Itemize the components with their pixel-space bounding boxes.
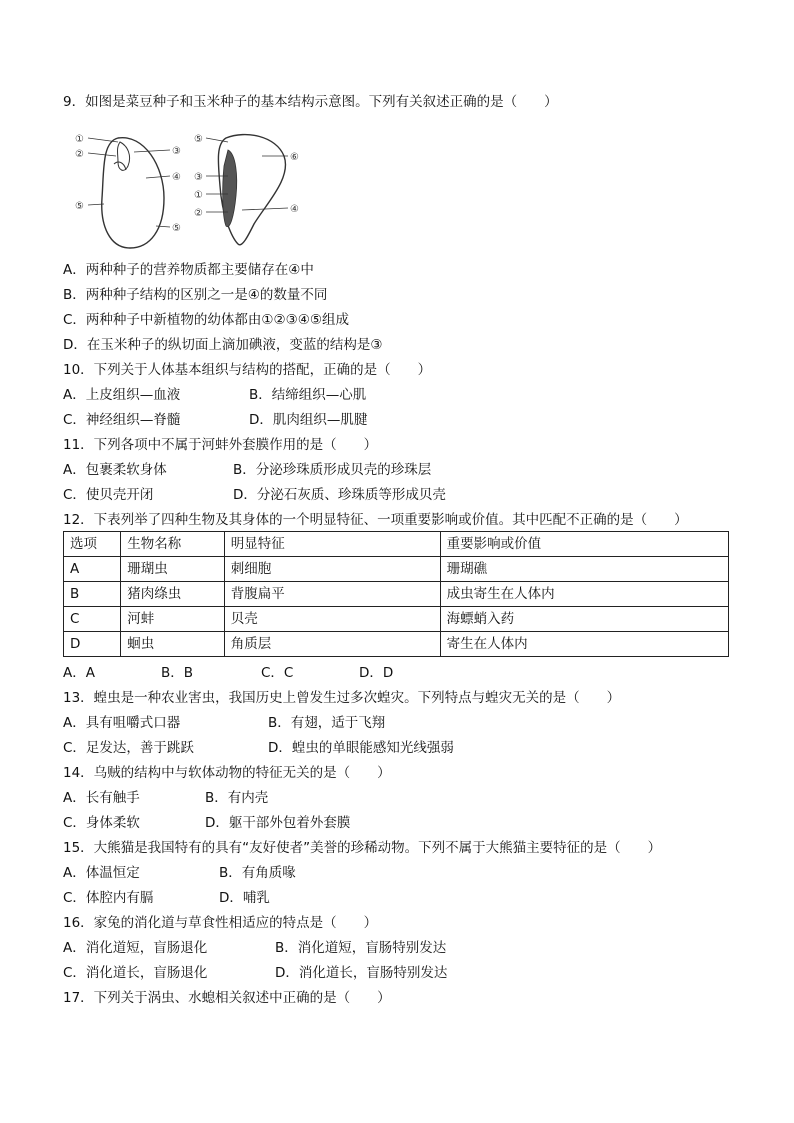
question-11-option-c: C．使贝壳开闭: [63, 487, 154, 503]
table-header-row: [64, 532, 729, 557]
question-12-option-b: B．B: [161, 665, 194, 681]
table-header-cell: 生物名称: [121, 532, 224, 557]
question-11-option-a: A．包裹柔软身体: [63, 462, 167, 478]
table-header-cell: 重要影响或价值: [440, 532, 728, 557]
table-cell: 海螵蛸入药: [440, 607, 728, 632]
question-10-option-a: A．上皮组织—血液: [63, 387, 181, 403]
question-13-stem: 13．蝗虫是一种农业害虫，我国历史上曾发生过多次蝗灾。下列特点与蝗灾无关的是（ ）: [63, 690, 621, 706]
table-cell: A: [64, 557, 121, 582]
question-13-option-a: A．具有咀嚼式口器: [63, 715, 181, 731]
question-15-option-d: D．哺乳: [219, 890, 270, 906]
question-15-option-c: C．体腔内有膈: [63, 890, 154, 906]
table-cell: 河蚌: [121, 607, 224, 632]
question-15-option-a: A．体温恒定: [63, 865, 140, 881]
table-cell: B: [64, 582, 121, 607]
question-11-option-b: B．分泌珍珠质形成贝壳的珍珠层: [233, 462, 432, 478]
seed-structure-figure: [66, 126, 316, 256]
table-cell: 背腹扁平: [224, 582, 440, 607]
table-cell: C: [64, 607, 121, 632]
question-16-option-c: C．消化道长，盲肠退化: [63, 965, 208, 981]
corn-label-4: ④: [290, 204, 299, 215]
question-14-option-b: B．有内壳: [205, 790, 269, 806]
table-row: [64, 632, 729, 657]
bean-seed-diagram: [88, 138, 170, 248]
question-16-option-a: A．消化道短，盲肠退化: [63, 940, 208, 956]
corn-label-1: ①: [194, 190, 203, 201]
table-cell: 珊瑚虫: [121, 557, 224, 582]
bean-label-1: ①: [75, 134, 84, 145]
corn-seed-diagram: [206, 135, 288, 245]
question-13-option-d: D．蝗虫的单眼能感知光线强弱: [268, 740, 454, 756]
question-12-table: [63, 531, 729, 657]
question-12-option-c: C．C: [261, 665, 294, 681]
question-12-option-d: D．D: [359, 665, 394, 681]
question-11-stem: 11．下列各项中不属于河蚌外套膜作用的是（ ）: [63, 437, 378, 453]
table-cell: 珊瑚礁: [440, 557, 728, 582]
question-16-stem: 16．家兔的消化道与草食性相适应的特点是（ ）: [63, 915, 378, 931]
table-cell: D: [64, 632, 121, 657]
question-10-option-c: C．神经组织—脊髓: [63, 412, 181, 428]
table-row: [64, 557, 729, 582]
corn-label-6: ⑥: [290, 152, 299, 163]
corn-label-3: ③: [194, 172, 203, 183]
question-17-stem: 17．下列关于涡虫、水螅相关叙述中正确的是（ ）: [63, 990, 391, 1006]
bean-label-5a: ⑤: [75, 201, 84, 212]
table-cell: 猪肉绦虫: [121, 582, 224, 607]
table-header-cell: 选项: [64, 532, 121, 557]
question-10-option-b: B．结缔组织—心肌: [249, 387, 367, 403]
table-cell: 蛔虫: [121, 632, 224, 657]
question-14-stem: 14．乌贼的结构中与软体动物的特征无关的是（ ）: [63, 765, 391, 781]
table-cell: 贝壳: [224, 607, 440, 632]
corn-label-2: ②: [194, 208, 203, 219]
question-16-option-d: D．消化道长，盲肠特别发达: [275, 965, 448, 981]
question-12-stem: 12．下表列举了四种生物及其身体的一个明显特征、一项重要影响或价值。其中匹配不正确的是（ ）: [63, 512, 688, 528]
question-14-option-a: A．长有触手: [63, 790, 140, 806]
question-10-option-d: D．肌肉组织—肌腱: [249, 412, 368, 428]
table-cell: 寄生在人体内: [440, 632, 728, 657]
bean-label-3: ③: [172, 146, 181, 157]
question-9-stem: 9．如图是菜豆种子和玉米种子的基本结构示意图。下列有关叙述正确的是（ ）: [63, 94, 558, 110]
question-15-option-b: B．有角质喙: [219, 865, 296, 881]
table-header-cell: 明显特征: [224, 532, 440, 557]
bean-label-4: ④: [172, 172, 181, 183]
table-row: [64, 582, 729, 607]
question-13-option-b: B．有翅，适于飞翔: [268, 715, 386, 731]
question-9-option-a: A．两种种子的营养物质都主要储存在④中: [63, 262, 314, 278]
question-16-option-b: B．消化道短，盲肠特别发达: [275, 940, 447, 956]
corn-label-5: ⑤: [194, 134, 203, 145]
question-9-option-b: B．两种种子结构的区别之一是④的数量不同: [63, 287, 328, 303]
table-cell: 角质层: [224, 632, 440, 657]
question-15-stem: 15．大熊猫是我国特有的具有“友好使者”美誉的珍稀动物。下列不属于大熊猫主要特征的是（ ）: [63, 840, 662, 856]
table-row: [64, 607, 729, 632]
question-11-option-d: D．分泌石灰质、珍珠质等形成贝壳: [233, 487, 446, 503]
question-13-option-c: C．足发达，善于跳跃: [63, 740, 194, 756]
question-9-option-c: C．两种种子中新植物的幼体都由①②③④⑤组成: [63, 312, 349, 328]
bean-label-5b: ⑤: [172, 223, 181, 234]
question-12-option-a: A．A: [63, 665, 95, 681]
question-9-option-d: D．在玉米种子的纵切面上滴加碘液，变蓝的结构是③: [63, 337, 383, 353]
table-cell: 成虫寄生在人体内: [440, 582, 728, 607]
table-cell: 刺细胞: [224, 557, 440, 582]
question-10-stem: 10．下列关于人体基本组织与结构的搭配，正确的是（ ）: [63, 362, 432, 378]
question-14-option-c: C．身体柔软: [63, 815, 140, 831]
bean-label-2: ②: [75, 149, 84, 160]
question-14-option-d: D．躯干部外包着外套膜: [205, 815, 351, 831]
